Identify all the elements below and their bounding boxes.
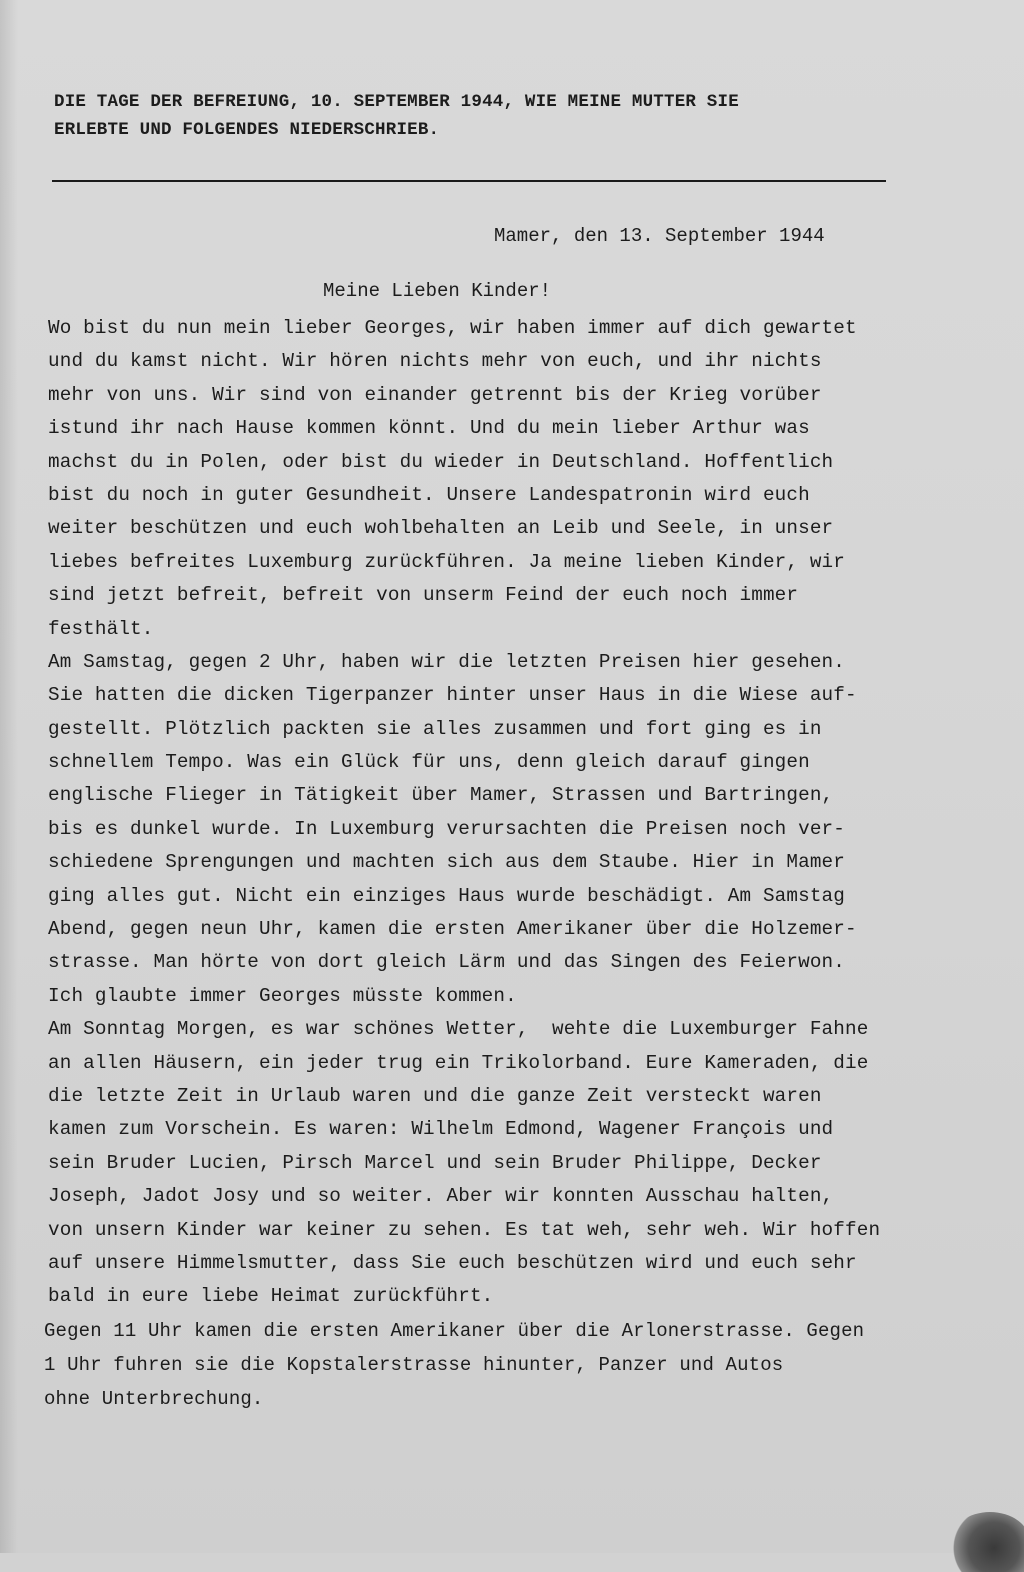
text-line: Ich glaubte immer Georges müsste kommen.: [48, 984, 517, 1007]
text-line: auf unsere Himmelsmutter, dass Sie euch beschützen wird und euch sehr: [48, 1251, 857, 1274]
text-line: 1 Uhr fuhren sie die Kopstalerstrasse hinunter, Panzer und Autos: [44, 1354, 784, 1376]
text-line: englische Flieger in Tätigkeit über Mamer, Strassen und Bartringen,: [48, 784, 834, 807]
document-heading: [54, 88, 954, 144]
heading-line-2: ERLEBTE UND FOLGENDES NIEDERSCHRIEB.: [54, 120, 440, 140]
text-line: von unsern Kinder war keiner zu sehen. Es tat weh, sehr weh. Wir hoffen: [48, 1218, 881, 1241]
text-line: die letzte Zeit in Urlaub waren und die ganze Zeit versteckt waren: [48, 1084, 822, 1107]
heading-line-1: DIE TAGE DER BEFREIUNG, 10. SEPTEMBER 1944, WIE MEINE MUTTER SIE: [54, 92, 739, 112]
text-line: festhält.: [48, 617, 154, 640]
text-line: istund ihr nach Hause kommen könnt. Und du mein lieber Arthur was: [48, 417, 810, 440]
text-line: sind jetzt befreit, befreit von unserm Feind der euch noch immer: [48, 584, 799, 607]
text-line: bist du noch in guter Gesundheit. Unsere Landespatronin wird euch: [48, 483, 810, 506]
text-line: Abend, gegen neun Uhr, kamen die ersten Amerikaner über die Holzemer-: [48, 918, 857, 941]
text-line: Am Samstag, gegen 2 Uhr, haben wir die letzten Preisen hier gesehen.: [48, 650, 846, 673]
text-line: mehr von uns. Wir sind von einander getrennt bis der Krieg vorüber: [48, 383, 822, 406]
text-line: kamen zum Vorschein. Es waren: Wilhelm Edmond, Wagener François und: [48, 1118, 834, 1141]
heading-underline: [52, 180, 886, 182]
text-line: Wo bist du nun mein lieber Georges, wir haben immer auf dich gewartet: [48, 317, 857, 339]
text-line: weiter beschützen und euch wohlbehalten an Leib und Seele, in unser: [48, 517, 834, 540]
letter-closing-paragraph: [44, 1314, 994, 1416]
text-line: Am Sonntag Morgen, es war schönes Wetter, wehte die Luxemburger Fahne: [48, 1018, 869, 1041]
text-line: sein Bruder Lucien, Pirsch Marcel und sein Bruder Philippe, Decker: [48, 1151, 822, 1174]
text-line: ohne Unterbrechung.: [44, 1388, 264, 1410]
text-line: und du kamst nicht. Wir hören nichts mehr von euch, und ihr nichts: [48, 350, 822, 373]
text-line: strasse. Man hörte von dort gleich Lärm und das Singen des Feierwon.: [48, 951, 846, 974]
text-line: liebes befreites Luxemburg zurückführen. Ja meine lieben Kinder, wir: [48, 550, 846, 573]
text-line: schiedene Sprengungen und machten sich aus dem Staube. Hier in Mamer: [48, 851, 846, 874]
text-line: bald in eure liebe Heimat zurückführt.: [48, 1285, 494, 1308]
text-line: an allen Häusern, ein jeder trug ein Trikolorband. Eure Kameraden, die: [48, 1051, 869, 1074]
letter-greeting: Meine Lieben Kinder!: [323, 280, 552, 302]
letter-dateline: Mamer, den 13. September 1944: [494, 225, 825, 247]
text-line: ging alles gut. Nicht ein einziges Haus wurde beschädigt. Am Samstag: [48, 884, 846, 907]
text-line: bis es dunkel wurde. In Luxemburg verursachten die Preisen noch ver-: [48, 817, 846, 840]
page-corner-mark: [950, 1512, 1024, 1572]
text-line: gestellt. Plötzlich packten sie alles zusammen und fort ging es in: [48, 717, 822, 740]
text-line: schnellem Tempo. Was ein Glück für uns, denn gleich darauf gingen: [48, 751, 810, 774]
letter-body: [48, 312, 988, 1314]
text-line: Joseph, Jadot Josy und so weiter. Aber wir konnten Ausschau halten,: [48, 1185, 834, 1208]
text-line: machst du in Polen, oder bist du wieder in Deutschland. Hoffentlich: [48, 450, 834, 473]
page-edge-shadow: [0, 0, 18, 1553]
text-line: Gegen 11 Uhr kamen die ersten Amerikaner über die Arlonerstrasse. Gegen: [44, 1320, 865, 1342]
text-line: Sie hatten die dicken Tigerpanzer hinter unser Haus in die Wiese auf-: [48, 684, 857, 707]
